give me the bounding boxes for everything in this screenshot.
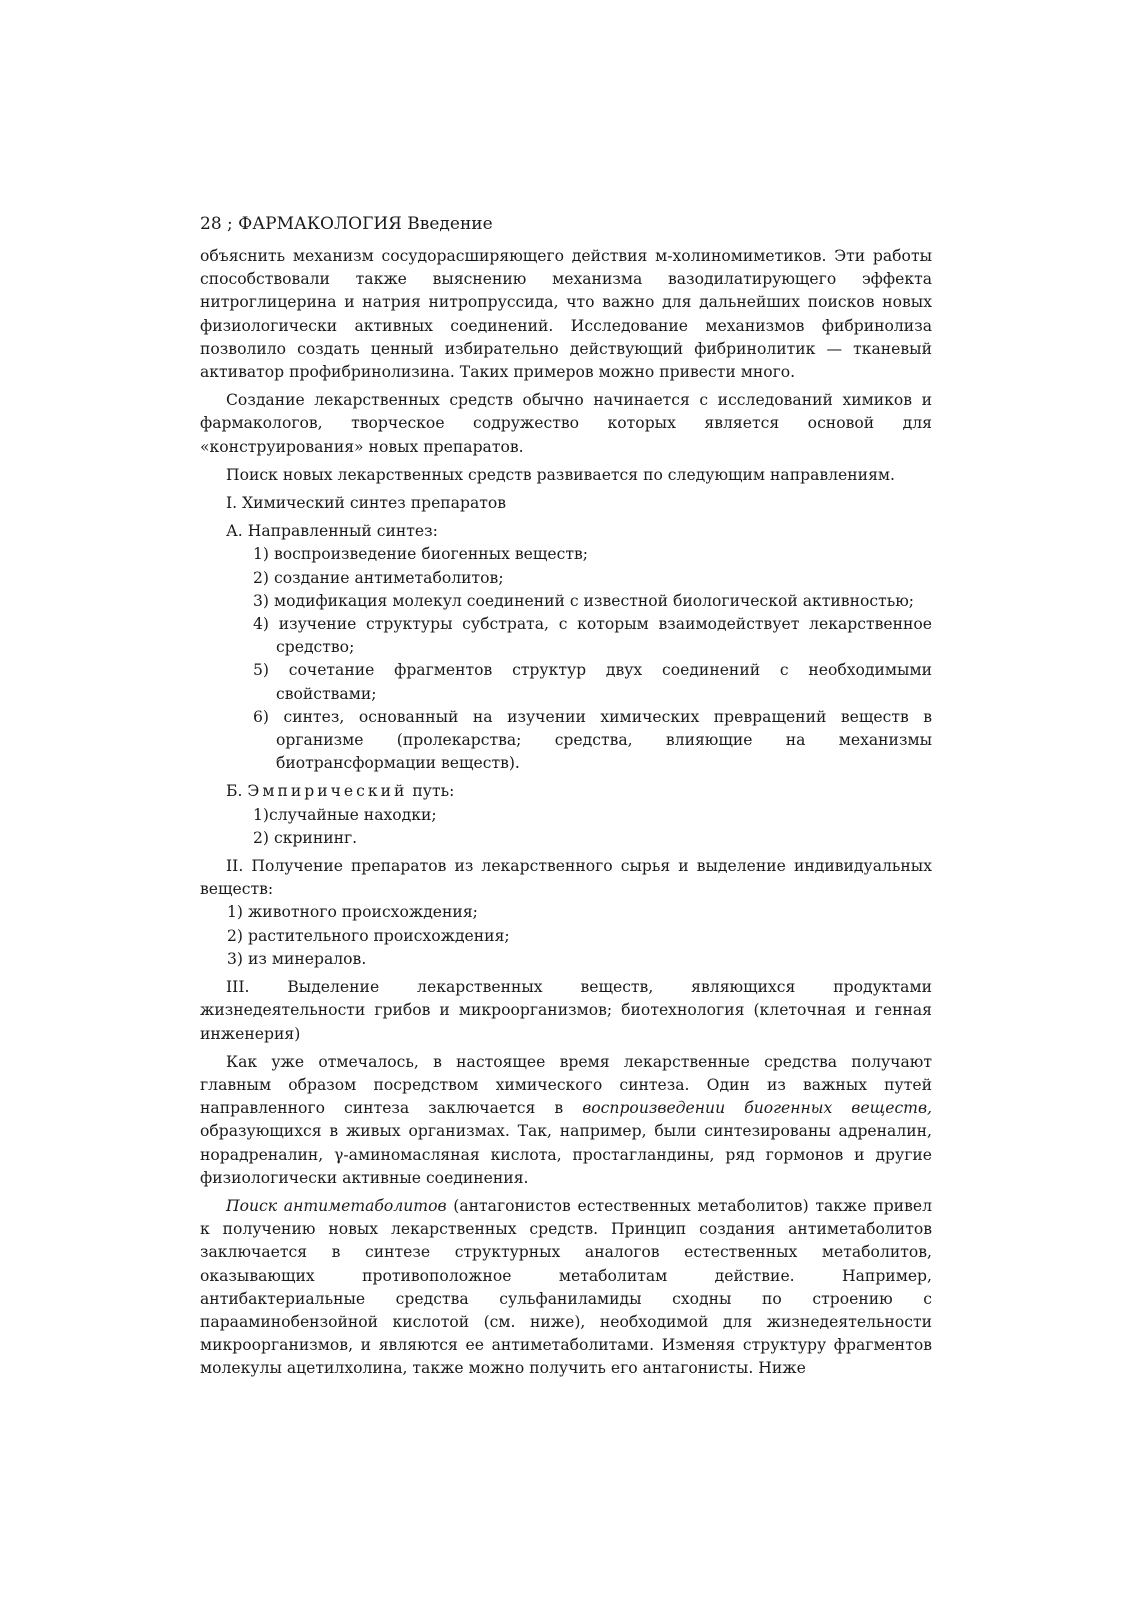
- subsection-b-prefix: Б.: [226, 782, 243, 801]
- paragraph-4-text-end: образующихся в живых организмах. Так, например, были синтезированы адреналин, норадреналин, γ-аминомасляная кислота, простагландины, ряд гормонов и другие физиологически активные соединения.: [200, 1122, 932, 1187]
- paragraph-5-text: (антагонистов естественных метаболитов) также привел к получению новых лекарственных средств. Принцип создания антиметаболитов заключается в синтезе структурных аналогов естественных метаболитов, оказывающих противоположное метаболитам действие. Например, антибактериальные средства сульфаниламиды сходны по строению с парааминобензойной кислотой (см. ниже), необходимой для жизнедеятельности микроорганизмов, и являются ее антиметаболитами. Изменяя структуру фрагментов молекулы ацетилхолина, также можно получить его антагонисты. Ниже: [200, 1196, 932, 1378]
- paragraph-4-text-start: Как уже отмечалось, в настоящее время лекарственные средства получают главным образом посредством химического синтеза. Один из важных путей направленного синтеза заключается в: [200, 1052, 932, 1118]
- paragraph-2: Создание лекарственных средств обычно начинается с исследований химиков и фармакологов, творческое содружество которых является основой для «конструирования» новых препаратов.: [200, 391, 932, 456]
- list-item: 2) скрининг.: [253, 828, 358, 847]
- outline-section-1: I. Химический синтез препаратов: [226, 494, 507, 513]
- paragraph-3: Поиск новых лекарственных средств развивается по следующим направлениям.: [226, 465, 895, 484]
- outline-subsection-b: [200, 780, 932, 803]
- paragraph-4-italic: воспроизведении биогенных веществ,: [582, 1099, 933, 1118]
- outline-section-2: II. Получение препаратов из лекарственного сырья и выделение индивидуальных веществ:: [200, 857, 932, 899]
- page-body: [200, 245, 932, 1381]
- paragraph-4: [200, 1051, 932, 1190]
- list-item: 6) синтез, основанный на изучении химических превращений веществ в организме (пролекарства; средства, влияющие на механизмы биотрансформации веществ).: [253, 707, 932, 773]
- list-item: 1) воспроизведение биогенных веществ;: [253, 545, 588, 564]
- list-item: 4) изучение структуры субстрата, с которым взаимодействует лекарственное средство;: [253, 615, 932, 657]
- list-item: 1)случайные находки;: [253, 805, 437, 824]
- list-item: 3) модификация молекул соединений с известной биологической активностью;: [253, 591, 915, 610]
- outline-subsection-a: А. Направленный синтез:: [226, 522, 438, 541]
- paragraph-1: объяснить механизм сосудорасширяющего действия м-холиномиметиков. Эти работы способствовали также выяснению механизма вазодилатирующего эффекта нитроглицерина и натрия нитропруссида, что важно для дальнейших поисков новых физиологически активных соединений. Исследование механизмов фибринолиза позволило создать ценный избирательно действующий фибринолитик — тканевый активатор профибринолизина. Таких примеров можно привести много.: [200, 247, 932, 382]
- list-item: 2) растительного происхождения;: [227, 926, 510, 945]
- running-header: 28 ; ФАРМАКОЛОГИЯ Введение: [200, 214, 493, 234]
- list-item: 2) создание антиметаболитов;: [253, 568, 504, 587]
- list-item: 1) животного происхождения;: [227, 903, 478, 922]
- subsection-b-spaced-word: Эмпирический: [247, 782, 408, 801]
- paragraph-5-italic: Поиск антиметаболитов: [226, 1196, 447, 1215]
- paragraph-5: [200, 1195, 932, 1381]
- subsection-b-suffix: путь:: [412, 782, 455, 801]
- list-item: 3) из минералов.: [227, 949, 367, 968]
- list-item: 5) сочетание фрагментов структур двух соединений с необходимыми свойствами;: [253, 661, 932, 703]
- outline-section-3: III. Выделение лекарственных веществ, являющихся продуктами жизнедеятельности грибов и микроорганизмов; биотехнология (клеточная и генная инженерия): [200, 978, 932, 1043]
